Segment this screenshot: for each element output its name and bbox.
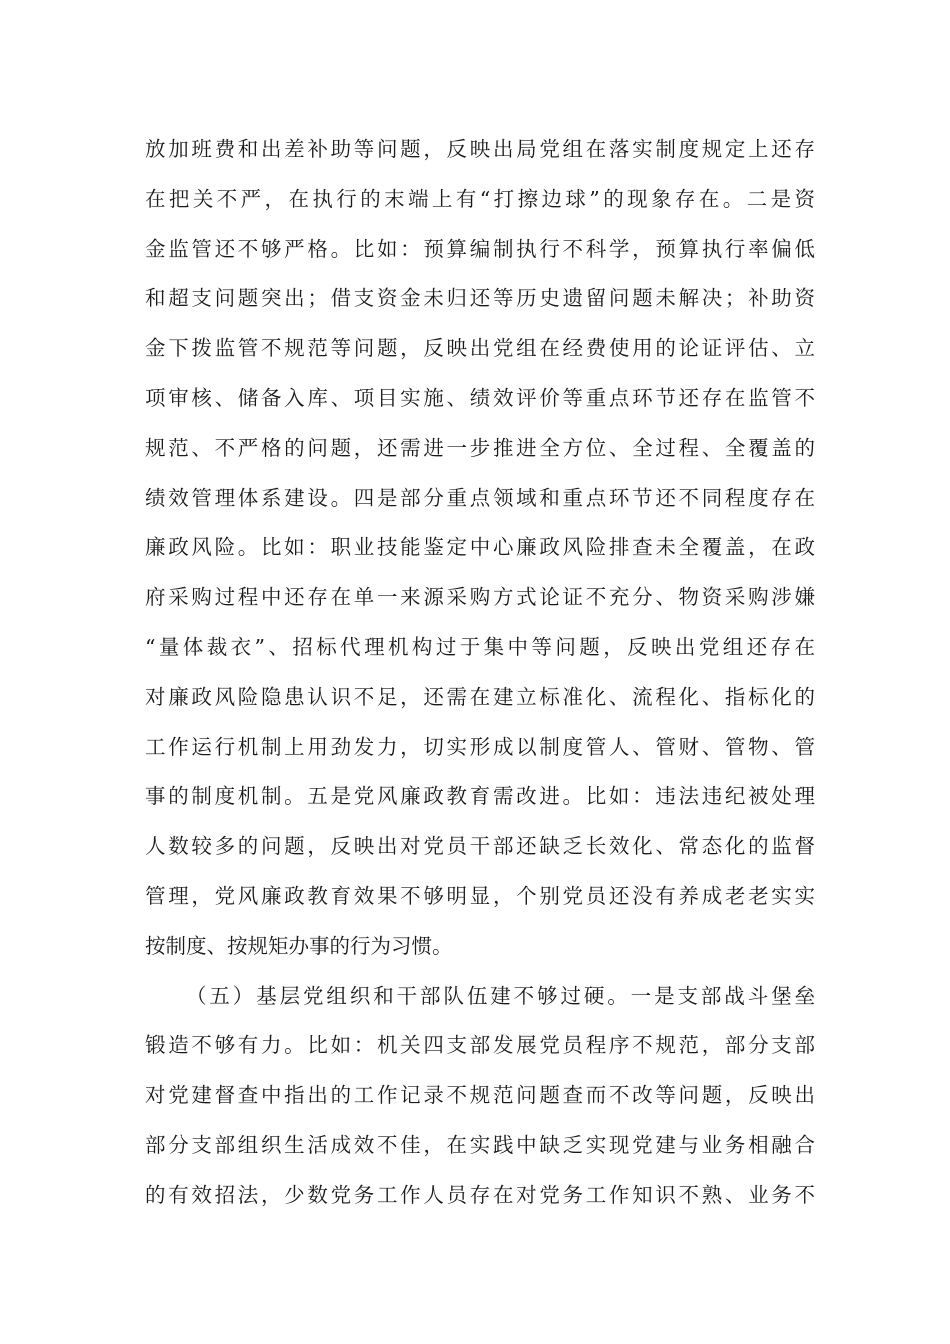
text-line: 部分支部组织生活成效不佳，在实践中缺乏实现党建与业务相融合 — [145, 1132, 815, 1157]
text-line: 在把关不严，在执行的末端上有“打擦边球”的现象存在。二是资 — [145, 186, 815, 211]
section-heading-line: （五）基层党组织和干部队伍建不够过硬。一是支部战斗堡垒 — [186, 983, 815, 1008]
text-line: 金下拨监管不规范等问题，反映出党组在经费使用的论证评估、立 — [145, 336, 815, 361]
text-line: 对廉政风险隐患认识不足，还需在建立标准化、流程化、指标化的 — [145, 684, 815, 709]
text-line: 事的制度机制。五是党风廉政教育需改进。比如：违法违纪被处理 — [145, 784, 815, 809]
text-line: 项审核、储备入库、项目实施、绩效评价等重点环节还存在监管不 — [145, 385, 815, 410]
text-line: 廉政风险。比如：职业技能鉴定中心廉政风险排查未全覆盖，在政 — [145, 535, 815, 560]
text-line: 规范、不严格的问题，还需进一步推进全方位、全过程、全覆盖的 — [145, 435, 815, 460]
text-line: “量体裁衣”、招标代理机构过于集中等问题，反映出党组还存在 — [145, 634, 815, 659]
text-line: 绩效管理体系建设。四是部分重点领域和重点环节还不同程度存在 — [145, 485, 815, 510]
text-line: 金监管还不够严格。比如：预算编制执行不科学，预算执行率偏低 — [145, 236, 815, 261]
text-line: 府采购过程中还存在单一来源采购方式论证不充分、物资采购涉嫌 — [145, 585, 815, 610]
text-line: 锻造不够有力。比如：机关四支部发展党员程序不规范，部分支部 — [145, 1033, 815, 1058]
text-line: 工作运行机制上用劲发力，切实形成以制度管人、管财、管物、管 — [145, 734, 815, 759]
body-text — [145, 125, 815, 1221]
text-line: 放加班费和出差补助等问题，反映出局党组在落实制度规定上还存 — [145, 137, 815, 161]
text-line: 对党建督查中指出的工作记录不规范问题查而不改等问题，反映出 — [145, 1083, 815, 1108]
text-line: 人数较多的问题，反映出对党员干部还缺乏长效化、常态化的监督 — [145, 834, 815, 859]
text-line: 的有效招法，少数党务工作人员存在对党务工作知识不熟、业务不 — [145, 1182, 815, 1207]
text-line: 和超支问题突出；借支资金未归还等历史遗留问题未解决；补助资 — [145, 286, 815, 311]
text-line: 管理，党风廉政教育效果不够明显，个别党员还没有养成老老实实 — [145, 883, 815, 908]
paragraph-end-line: 按制度、按规矩办事的行为习惯。 — [145, 933, 453, 958]
